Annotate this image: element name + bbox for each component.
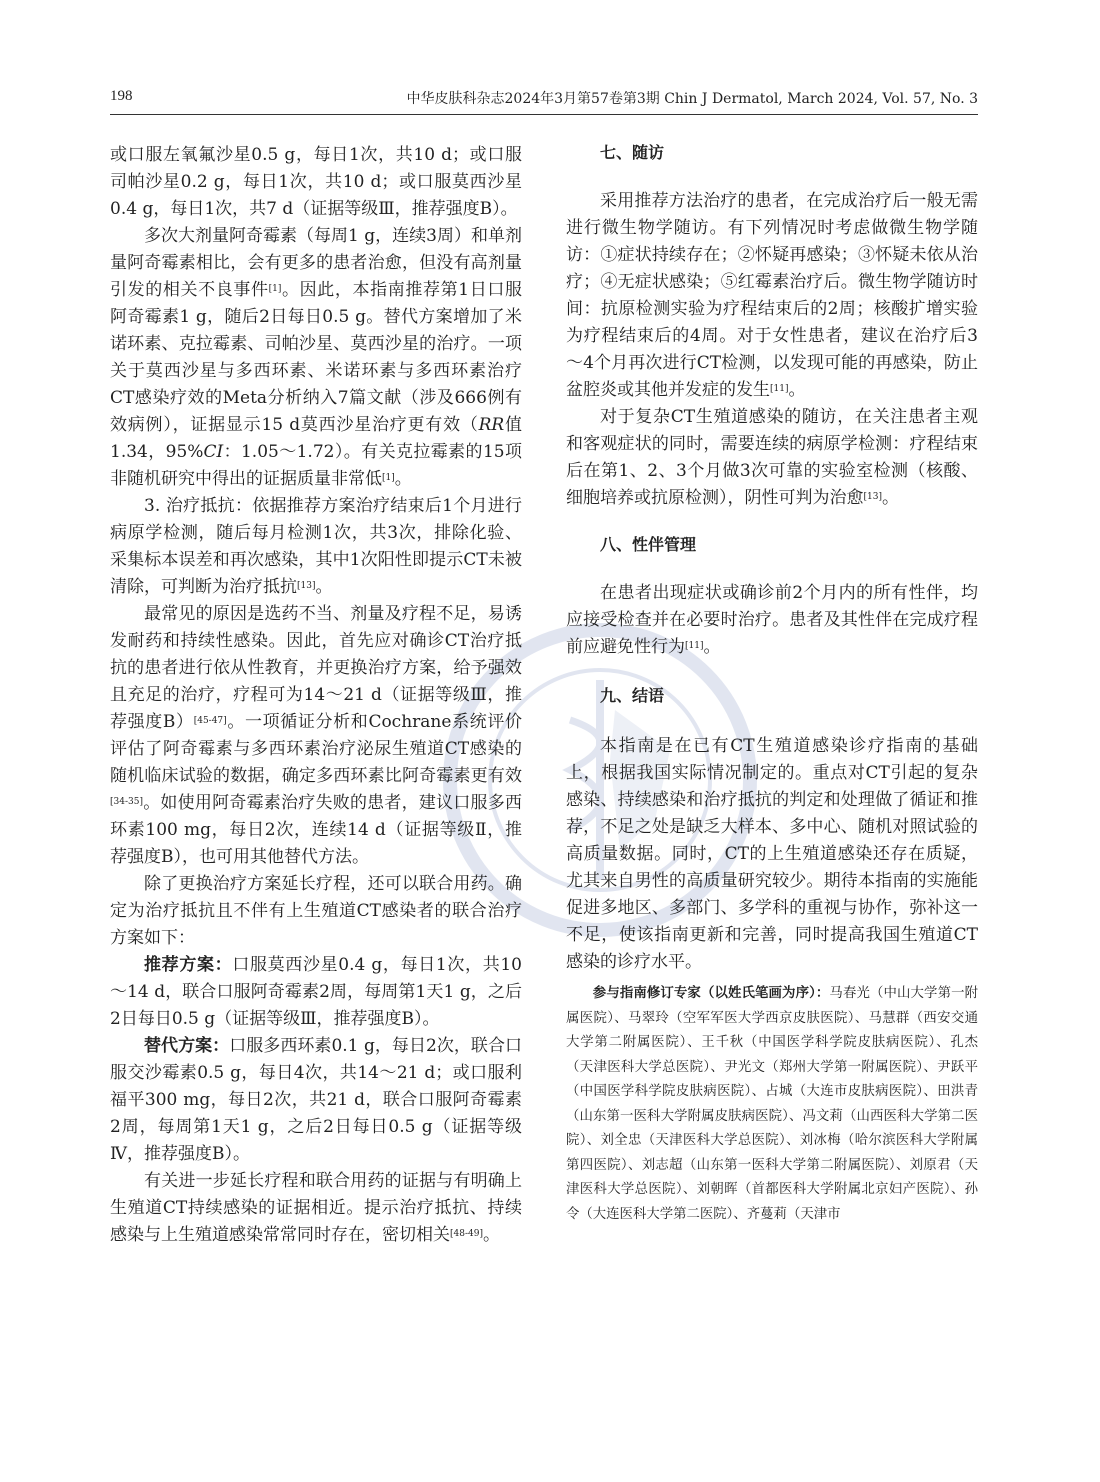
section-heading-conclusion: 九、结语 xyxy=(600,686,665,705)
citation: [48-49] xyxy=(450,1229,483,1239)
alternative-regimen-label: 替代方案： xyxy=(144,1036,230,1056)
header-rule xyxy=(110,114,978,115)
citation: [11] xyxy=(685,641,704,651)
recommended-regimen-label: 推荐方案： xyxy=(144,955,233,975)
paragraph: 推荐方案：口服莫西沙星0.4 g，每日1次，共10～14 d，联合口服阿奇霉素2周，每周第1天1 g，之后2日每日0.5 g（证据等级Ⅲ，推荐强度B）。 xyxy=(110,955,522,1029)
paragraph: 在患者出现症状或确诊前2个月内的所有性伴，均应接受检查并在必要时治疗。患者及其性伴在完成疗程前应避免性行为[11]。 xyxy=(566,583,978,657)
citation: [1] xyxy=(268,284,282,294)
citation: [45-47] xyxy=(193,716,227,726)
paragraph: 替代方案：口服多西环素0.1 g，每日2次，联合口服交沙霉素0.5 g，每日4次，共14～21 d；或口服利福平300 mg，每日2次，共21 d，联合口服阿奇霉素2周，每周第1天1 g，之后2日每日0.5 g（证据等级Ⅳ，推荐强度B）。 xyxy=(110,1036,523,1164)
citation: [1] xyxy=(382,473,395,483)
journal-info: 中华皮肤科杂志2024年3月第57卷第3期 Chin J Dermatol, March 2024, Vol. 57, No. 3 xyxy=(406,91,978,107)
paragraph: 采用推荐方法治疗的患者，在完成治疗后一般无需进行微生物学随访。有下列情况时考虑做微生物学随访：①症状持续存在；②怀疑再感染；③怀疑未依从治疗；④无症状感染；⑤红霉素治疗后。微生物学随访时间：抗原检测实验为疗程结束后的2周；核酸扩增实验为疗程结束后的4周。对于女性患者，建议在治疗后3～4个月再次进行CT检测，以发现可能的再感染，防止盆腔炎或其他并发症的发生[11]。 xyxy=(566,191,978,400)
paragraph: 本指南是在已有CT生殖道感染诊疗指南的基础上，根据我国实际情况制定的。重点对CT引起的复杂感染、持续感染和治疗抵抗的判定和处理做了循证和推荐，不足之处是缺乏大样本、多中心、随机对照试验的高质量数据。同时，CT的上生殖道感染还存在质疑，尤其来自男性的高质量研究较少。期待本指南的实施能促进多地区、多部门、多学科的重视与协作，弥补这一不足，使该指南更新和完善，同时提高我国生殖道CT感染的诊疗水平。 xyxy=(566,736,978,972)
left-column xyxy=(110,142,522,1249)
citation: [13] xyxy=(863,492,882,502)
section-heading-partner-management: 八、性伴管理 xyxy=(600,535,697,554)
page-number: 198 xyxy=(110,88,133,104)
contributors-label: 参与指南修订专家（以姓氏笔画为序）： xyxy=(592,986,830,1001)
paragraph: 3. 治疗抵抗：依据推荐方案治疗结束后1个月进行病原学检测，随后每月检测1次，共3次，排除化验、采集标本误差和再次感染，其中1次阳性即提示CT未被清除，可判断为治疗抵抗[13]。 xyxy=(110,496,522,597)
section-heading-followup: 七、随访 xyxy=(600,143,665,162)
right-column xyxy=(566,142,978,1227)
paragraph: 多次大剂量阿奇霉素（每周1 g，连续3周）和单剂量阿奇霉素相比，会有更多的患者治愈，但没有高剂量引发的相关不良事件[1]。因此，本指南推荐第1日口服阿奇霉素1 g，随后2日每日0.5 g。替代方案增加了米诺环素、克拉霉素、司帕沙星、莫西沙星的治疗。一项关于莫西沙星与多西环素、米诺环素与多西环素治疗CT感染疗效的Meta分析纳入7篇文献（涉及666例有效病例），证据显示15 d莫西沙星治疗更有效（RR值1.34，95%CI：1.05～1.72）。有关克拉霉素的15项非随机研究中得出的证据质量非常低[1]。 xyxy=(110,226,523,489)
running-header xyxy=(110,88,978,114)
paragraph: 最常见的原因是选药不当、剂量及疗程不足，易诱发耐药和持续性感染。因此，首先应对确诊CT治疗抵抗的患者进行依从性教育，并更换治疗方案，给予强效且充足的治疗，疗程可为14～21 d（证据等级Ⅲ，推荐强度B）[45-47]。一项循证分析和Cochrane系统评价评估了阿奇霉素与多西环素治疗泌尿生殖道CT感染的随机临床试验的数据，确定多西环素比阿奇霉素更有效[34-35]。如使用阿奇霉素治疗失败的患者，建议口服多西环素100 mg，每日2次，连续14 d（证据等级Ⅱ，推荐强度B），也可用其他替代方法。 xyxy=(110,604,522,867)
paragraph: 对于复杂CT生殖道感染的随访，在关注患者主观和客观症状的同时，需要连续的病原学检测：疗程结束后在第1、2、3个月做3次可靠的实验室检测（核酸、细胞培养或抗原检测），阴性可判为治愈[13]。 xyxy=(566,407,978,508)
paragraph: 或口服左氧氟沙星0.5 g，每日1次，共10 d；或口服司帕沙星0.2 g，每日1次，共10 d；或口服莫西沙星0.4 g，每日1次，共7 d（证据等级Ⅲ，推荐强度B）。 xyxy=(110,145,522,219)
contributors-list: 参与指南修订专家（以姓氏笔画为序）：马春光（中山大学第一附属医院）、马翠玲（空军军医大学西京皮肤医院）、马慧群（西安交通大学第二附属医院）、王千秋（中国医学科学院皮肤病医院）、孔杰（天津医科大学总医院）、尹光文（郑州大学第一附属医院）、尹跃平（中国医学科学院皮肤病医院）、占城（大连市皮肤病医院）、田洪青（山东第一医科大学附属皮肤病医院）、冯文莉（山西医科大学第二医院）、刘全忠（天津医科大学总医院）、刘冰梅（哈尔滨医科大学附属第四医院）、刘志超（山东第一医科大学第二附属医院）、刘原君（天津医科大学总医院）、刘朝晖（首都医科大学附属北京妇产医院）、孙令（大连医科大学第二医院）、齐蔓莉（天津市 xyxy=(566,986,978,1222)
paragraph: 除了更换治疗方案延长疗程，还可以联合用药。确定为治疗抵抗且不伴有上生殖道CT感染者的联合治疗方案如下： xyxy=(110,874,522,948)
citation: [34-35] xyxy=(110,797,143,807)
citation: [13] xyxy=(297,581,316,591)
citation: [11] xyxy=(770,384,789,394)
paragraph: 有关进一步延长疗程和联合用药的证据与有明确上生殖道CT持续感染的证据相近。提示治疗抵抗、持续感染与上生殖道感染常常同时存在，密切相关[48-49]。 xyxy=(110,1171,522,1245)
